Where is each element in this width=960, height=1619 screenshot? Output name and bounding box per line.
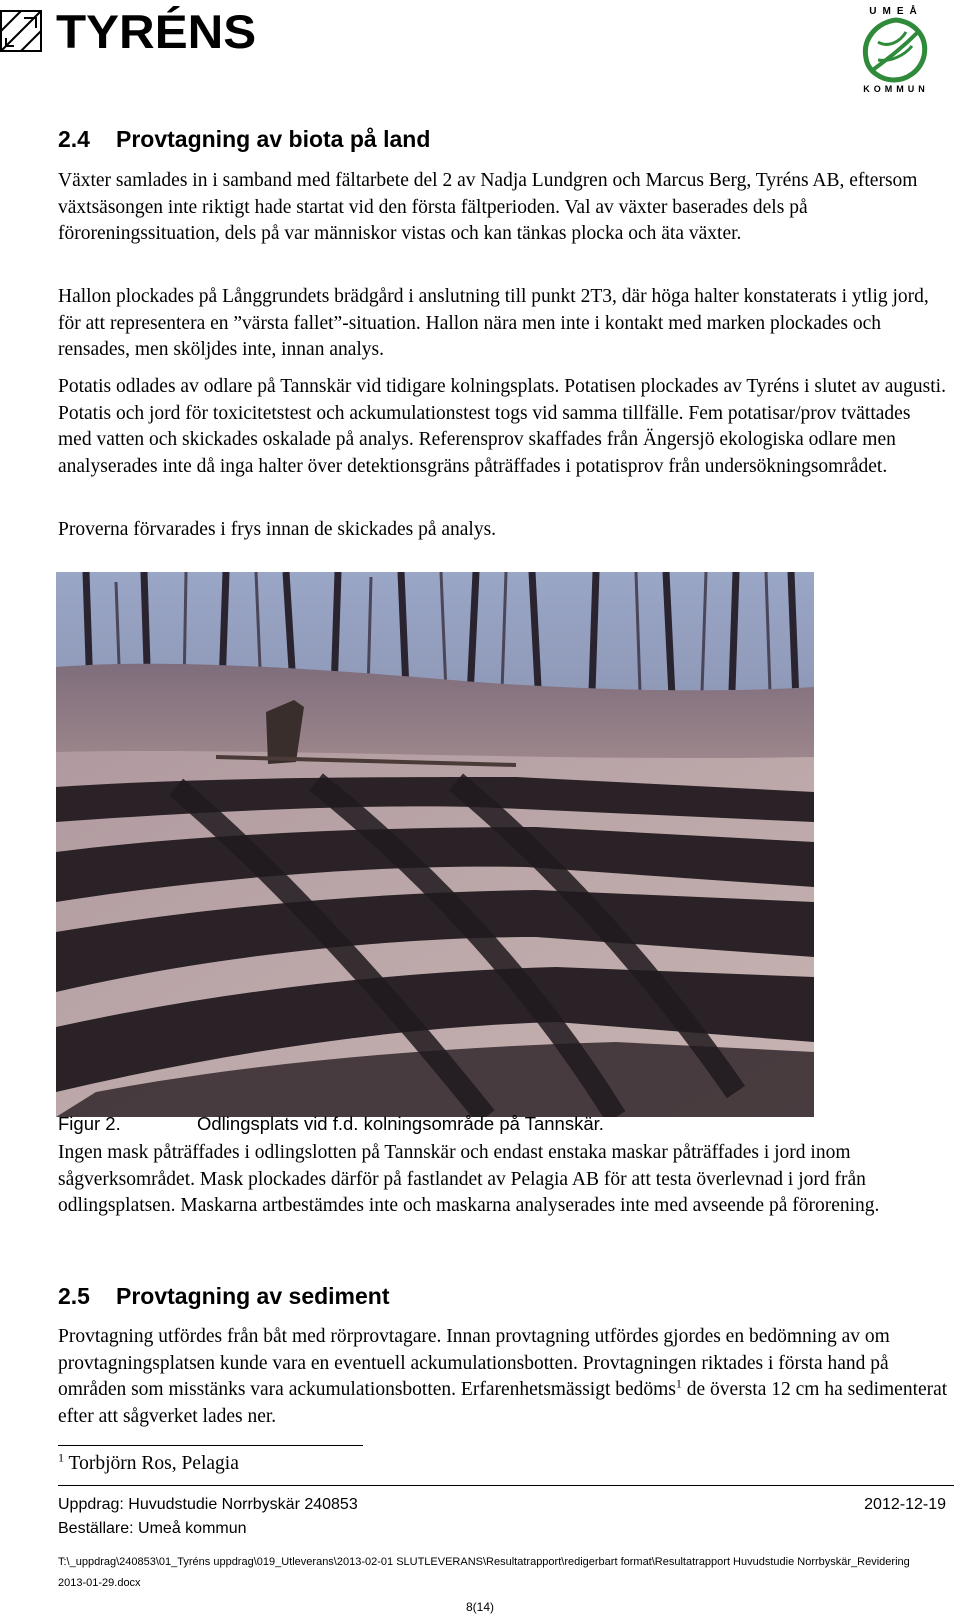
figure-caption bbox=[58, 1113, 604, 1135]
cultivation-plot-photo bbox=[56, 572, 814, 1117]
umea-logo-top-text: UMEÅ bbox=[869, 6, 923, 17]
page-number: 8(14) bbox=[465, 1600, 494, 1614]
paragraph-plants-collected: Växter samlades in i samband med fältarbete del 2 av Nadja Lundgren och Marcus Berg, Tyréns AB, eftersom växtsäsongen inte riktigt hade startat vid den första fältperioden. Val av växter baserades dels på föroreningssituation, dels på var människor vistas och kan tänkas plocka och äta växter. bbox=[58, 170, 918, 244]
footnote-marker: 1 bbox=[58, 1450, 64, 1465]
section-number: 2.5 bbox=[58, 1283, 90, 1309]
footer-date: 2012-12-19 bbox=[864, 1496, 946, 1513]
tyrens-logo-text: TYRÉNS bbox=[56, 4, 257, 58]
section-number: 2.4 bbox=[58, 126, 90, 152]
footnote bbox=[58, 1450, 239, 1475]
footnote-text: Torbjörn Ros, Pelagia bbox=[64, 1453, 239, 1474]
footer-separator bbox=[58, 1485, 954, 1486]
figure-label: Figur 2. bbox=[58, 1113, 121, 1134]
section-title: Provtagning av sediment bbox=[116, 1283, 390, 1309]
tyrens-logo bbox=[0, 4, 257, 58]
footer-assignment: Uppdrag: Huvudstudie Norrbyskär 240853 bbox=[58, 1496, 358, 1513]
paragraph-raspberries: Hallon plockades på Långgrundets brädgård i anslutning till punkt 2T3, där höga halter konstaterats i ytlig jord, för att representera en ”värsta fallet”-situation. Hallon nära men inte i kontakt med marken plockades och rensades, men sköljdes inte, innan analys. bbox=[58, 286, 929, 360]
footnote-reference[interactable]: 1 bbox=[675, 1376, 682, 1391]
paragraph-sediment bbox=[58, 1324, 948, 1430]
tyrens-logo-mark-icon bbox=[0, 10, 42, 52]
umea-logo-bottom-text: KOMMUN bbox=[863, 84, 929, 94]
paragraph-sediment-text-end: de översta 12 cm ha sedimenterat efter att sågverket lades ner. bbox=[58, 1379, 948, 1427]
section-heading-2-4 bbox=[58, 126, 430, 153]
section-title: Provtagning av biota på land bbox=[116, 126, 431, 152]
section-heading-2-5 bbox=[58, 1283, 390, 1310]
umea-kommun-logo bbox=[848, 2, 944, 94]
footer-file-path: T:\_uppdrag\240853\01_Tyréns uppdrag\019_Utleverans\2013-02-01 SLUTLEVERANS\Resultatrapport\redigerbart format\Resultatrapport Huvudstudie Norrbyskär_Revidering 2013-01-29.docx bbox=[58, 1556, 910, 1589]
paragraph-sediment-text: Provtagning utfördes från båt med rörprovtagare. Innan provtagning utfördes gjordes en bedömning av om provtagningsplatsen kunde vara en eventuell ackumulationsbotten. Provtagningen riktades i första hand på områden som misstänks vara ackumulationsbotten. Erfarenhetsmässigt bedöms bbox=[58, 1326, 890, 1400]
paragraph-worms: Ingen mask påträffades i odlingslotten på Tannskär och endast enstaka maskar påträffades i jord inom sågverksområdet. Mask plockades därför på fastlandet av Pelagia AB för att testa överlevnad i jord från odlingsplatsen. Maskarna artbestämdes inte och maskarna analyserades inte med avseende på förorening. bbox=[58, 1142, 880, 1216]
paragraph-potatoes: Potatis odlades av odlare på Tannskär vid tidigare kolningsplats. Potatisen plockades av Tyréns i slutet av augusti. Potatis och jord för toxicitetstest och ackumulationstest togs vid samma tillfälle. Fem potatisar/prov tvättades med vatten och skickades oskalade på analys. Referensprov skaffades från Ängersjö ekologiska odlare men analyserades inte då inga halter över detektionsgräns påträffades i potatisprov från undersökningsområdet. bbox=[58, 376, 946, 477]
footnote-separator bbox=[58, 1445, 363, 1446]
figure-caption-text: Odlingsplats vid f.d. kolningsområde på Tannskär. bbox=[197, 1113, 604, 1134]
paragraph-storage: Proverna förvarades i frys innan de skickades på analys. bbox=[58, 519, 497, 540]
footer-client: Beställare: Umeå kommun bbox=[58, 1520, 247, 1537]
